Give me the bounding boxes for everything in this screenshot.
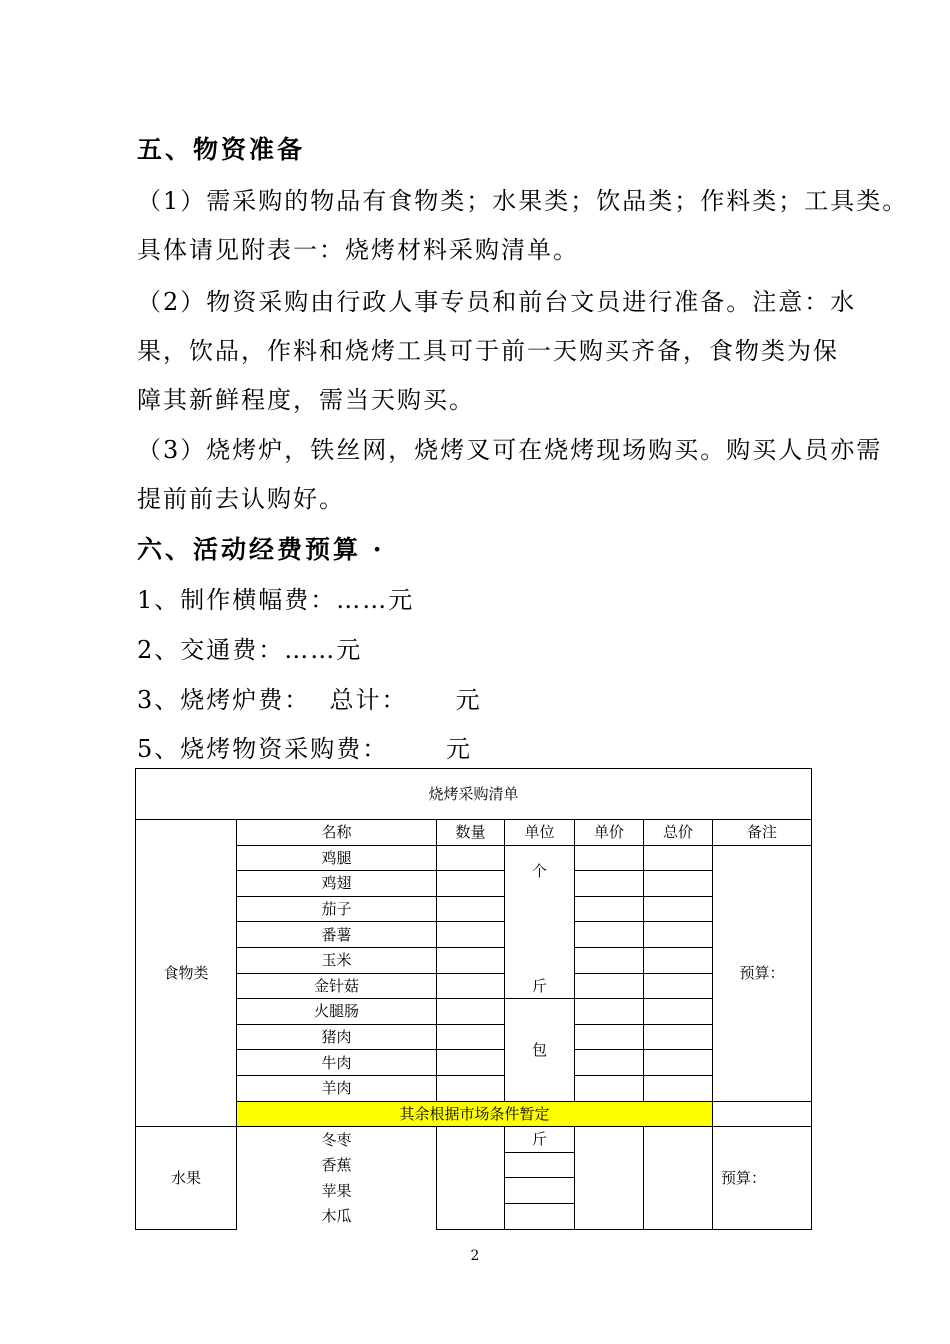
paragraph-line: 提前前去认购好。 bbox=[137, 485, 345, 513]
price-cell bbox=[575, 999, 644, 1025]
total-cell bbox=[644, 1050, 713, 1076]
header-qty: 数量 bbox=[437, 820, 505, 846]
qty-cell bbox=[437, 947, 505, 973]
item-name: 鸡翅 bbox=[237, 871, 437, 897]
total-cell bbox=[644, 871, 713, 897]
item-name: 鸡腿 bbox=[237, 845, 437, 871]
item-name: 牛肉 bbox=[237, 1050, 437, 1076]
header-price: 单价 bbox=[575, 820, 644, 846]
section5-heading: 五、物资准备 bbox=[137, 135, 306, 164]
paragraph-line: 果，饮品，作料和烧烤工具可于前一天购买齐备，食物类为保 bbox=[137, 337, 839, 365]
qty-cell bbox=[437, 1050, 505, 1076]
note-cell: 预算： bbox=[713, 1127, 812, 1229]
qty-cell bbox=[437, 845, 505, 871]
header-note: 备注 bbox=[713, 820, 812, 846]
item-name: 番薯 bbox=[237, 922, 437, 948]
item-name: 冬枣 bbox=[237, 1127, 437, 1153]
total-cell bbox=[644, 1127, 713, 1229]
item-name: 羊肉 bbox=[237, 1075, 437, 1101]
unit-cell: 包 bbox=[505, 999, 575, 1101]
price-cell bbox=[575, 845, 644, 871]
category-food: 食物类 bbox=[136, 820, 237, 1127]
unit-cell bbox=[505, 1152, 575, 1178]
unit-cell bbox=[505, 1203, 575, 1229]
price-cell bbox=[575, 1024, 644, 1050]
note-cell-empty bbox=[713, 1101, 812, 1127]
total-cell bbox=[644, 973, 713, 999]
budget-line: 2、交通费：……元 bbox=[137, 636, 363, 664]
qty-cell bbox=[437, 922, 505, 948]
item-name: 木瓜 bbox=[237, 1203, 437, 1229]
total-cell bbox=[644, 1075, 713, 1101]
qty-cell bbox=[437, 973, 505, 999]
qty-cell bbox=[437, 896, 505, 922]
page-number: 2 bbox=[470, 1248, 480, 1264]
price-cell bbox=[575, 871, 644, 897]
total-cell bbox=[644, 896, 713, 922]
qty-cell bbox=[437, 871, 505, 897]
category-fruit: 水果 bbox=[136, 1127, 237, 1229]
item-name: 苹果 bbox=[237, 1178, 437, 1204]
price-cell bbox=[575, 922, 644, 948]
qty-cell bbox=[437, 999, 505, 1025]
qty-cell bbox=[437, 1075, 505, 1101]
total-cell bbox=[644, 1024, 713, 1050]
qty-cell bbox=[437, 1127, 505, 1229]
budget-line: 5、烧烤物资采购费： 元 bbox=[137, 735, 473, 763]
header-total: 总价 bbox=[644, 820, 713, 846]
item-name: 玉米 bbox=[237, 947, 437, 973]
section6-heading: 六、活动经费预算 · bbox=[137, 535, 385, 564]
item-name: 茄子 bbox=[237, 896, 437, 922]
footer-note: 其余根据市场条件暂定 bbox=[237, 1101, 713, 1127]
paragraph-line: 障其新鲜程度，需当天购买。 bbox=[137, 386, 475, 414]
header-name: 名称 bbox=[237, 820, 437, 846]
paragraph-line: （3）烧烤炉，铁丝网，烧烤叉可在烧烤现场购买。购买人员亦需 bbox=[137, 436, 883, 464]
paragraph-line: （1）需采购的物品有食物类；水果类；饮品类；作料类；工具类。 bbox=[137, 187, 909, 215]
budget-line: 3、烧烤炉费： 总计： 元 bbox=[137, 686, 482, 714]
unit-cell: 斤 bbox=[505, 1127, 575, 1153]
price-cell bbox=[575, 947, 644, 973]
table-title: 烧烤采购清单 bbox=[136, 769, 812, 820]
purchase-table bbox=[135, 768, 812, 1230]
price-cell bbox=[575, 973, 644, 999]
qty-cell bbox=[437, 1024, 505, 1050]
item-name: 金针菇 bbox=[237, 973, 437, 999]
price-cell bbox=[575, 1075, 644, 1101]
total-cell bbox=[644, 922, 713, 948]
budget-line: 1、制作横幅费：……元 bbox=[137, 586, 415, 614]
unit-cell bbox=[505, 1178, 575, 1204]
unit-cell: 斤 bbox=[505, 896, 575, 998]
item-name: 香蕉 bbox=[237, 1152, 437, 1178]
price-cell bbox=[575, 1127, 644, 1229]
price-cell bbox=[575, 1050, 644, 1076]
item-name: 猪肉 bbox=[237, 1024, 437, 1050]
unit-cell: 个 bbox=[505, 845, 575, 896]
note-cell: 预算： bbox=[713, 845, 812, 1101]
header-unit: 单位 bbox=[505, 820, 575, 846]
paragraph-line: 具体请见附表一：烧烤材料采购清单。 bbox=[137, 236, 579, 264]
paragraph-line: （2）物资采购由行政人事专员和前台文员进行准备。注意：水 bbox=[137, 288, 857, 316]
total-cell bbox=[644, 845, 713, 871]
total-cell bbox=[644, 999, 713, 1025]
total-cell bbox=[644, 947, 713, 973]
item-name: 火腿肠 bbox=[237, 999, 437, 1025]
price-cell bbox=[575, 896, 644, 922]
